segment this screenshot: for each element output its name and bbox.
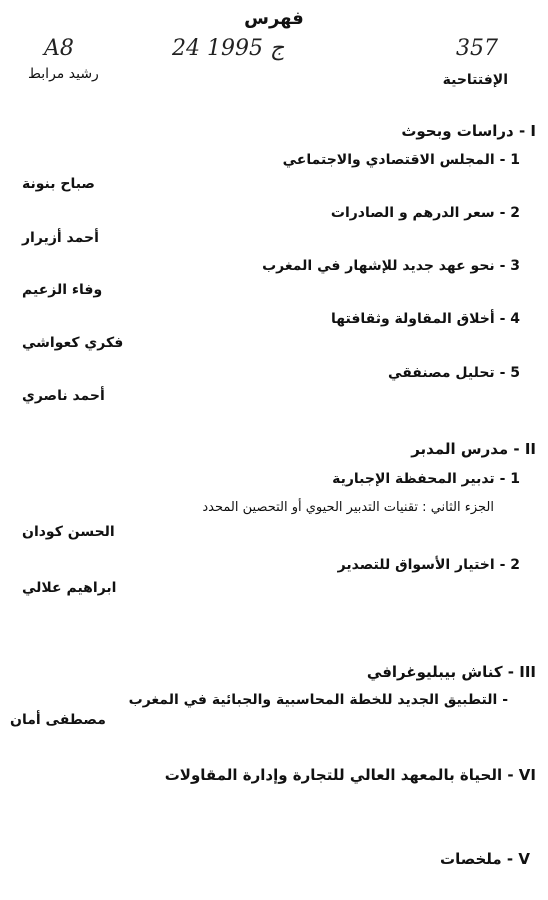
item-title: تحليل مصنفقي	[388, 365, 495, 381]
item-number: 2 -	[499, 557, 520, 573]
toc-item	[283, 152, 520, 168]
item-author: وفاء الزعيم	[22, 282, 103, 298]
item-author: صباح بنونة	[22, 176, 95, 192]
item-number: 5 -	[499, 365, 520, 381]
section-heading-5: V - ملخصات	[440, 850, 530, 868]
handwritten-number: 357	[456, 36, 498, 61]
item-author: أحمد ناصري	[22, 388, 105, 404]
item-number: 1 -	[499, 471, 520, 487]
toc-item	[129, 692, 508, 708]
item-number: 3 -	[499, 258, 520, 274]
item-author: مصطفى أمان	[10, 712, 106, 728]
toc-item	[331, 205, 520, 221]
intro-heading: الإفتتاحية	[442, 72, 508, 88]
item-title: المجلس الاقتصادي والاجتماعي	[282, 152, 495, 168]
toc-item	[332, 471, 520, 487]
handwritten-code: A8	[44, 36, 74, 61]
section-heading-2: II - مدرس المدبر	[411, 440, 536, 458]
item-author: أحمد أزيرار	[22, 230, 99, 246]
item-author: الحسن كودان	[22, 524, 115, 540]
section-heading-3: III - كناش بيبليوغرافي	[366, 663, 536, 681]
item-title: اختيار الأسواق للتصدير	[337, 557, 495, 573]
author-top: رشيد مرابط	[28, 66, 99, 82]
item-title: نحو عهد جديد للإشهار في المغرب	[262, 258, 495, 274]
item-number: -	[502, 692, 508, 708]
section-heading-1: I - دراسات وبحوث	[401, 122, 536, 140]
handwritten-date: 24 ج 1995	[172, 36, 285, 61]
section-heading-4: VI - الحياة بالمعهد العالي للتجارة وإدارة المقاولات	[164, 766, 536, 784]
item-title: سعر الدرهم و الصادرات	[330, 205, 495, 221]
toc-item	[338, 557, 520, 573]
item-author: فكري كعواشي	[22, 335, 124, 351]
item-title: تدبير المحفظة الإجبارية	[332, 471, 495, 487]
item-number: 1 -	[499, 152, 520, 168]
item-number: 2 -	[499, 205, 520, 221]
toc-item	[388, 365, 520, 381]
item-subtitle: الجزء الثاني : تقنيات التدبير الحيوي أو التحصين المحدد	[202, 500, 494, 515]
item-number: 4 -	[499, 311, 520, 327]
page-title: فهرس	[244, 8, 304, 29]
item-title: أخلاق المقاولة وثقافتها	[331, 311, 495, 327]
item-title: التطبيق الجديد للخطة المحاسبية والجبائية في المغرب	[128, 692, 498, 708]
toc-item	[331, 311, 520, 327]
toc-item	[262, 258, 520, 274]
item-author: ابراهيم علالي	[22, 580, 117, 596]
